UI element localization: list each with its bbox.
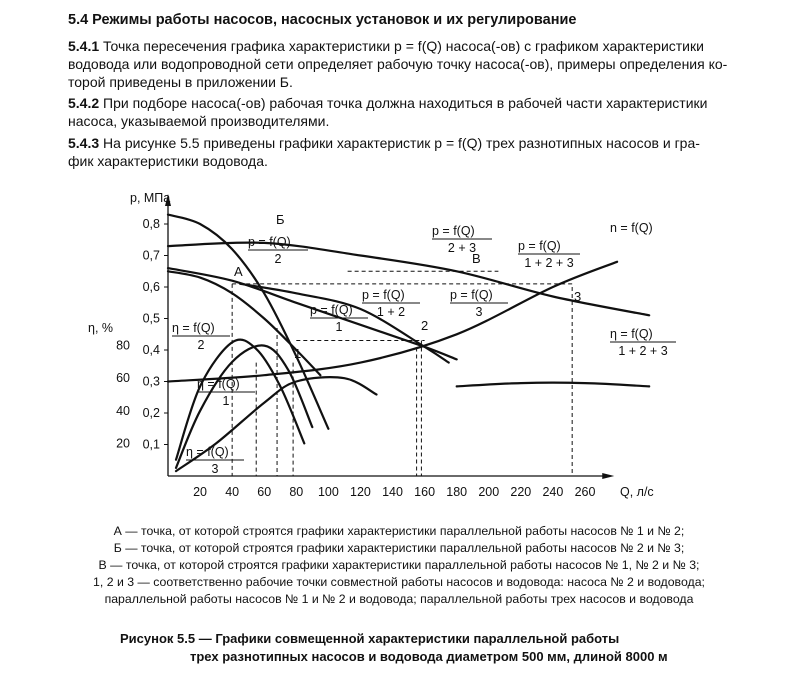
- label-eta-2-bottom: 2: [197, 338, 205, 352]
- paragraph-line: фик характеристики водовода.: [68, 153, 268, 169]
- label-eta-3-top: η = f(Q): [186, 445, 229, 459]
- eff-tick-label: 80: [116, 338, 130, 353]
- label-pq-2-3-top: p = f(Q): [432, 224, 475, 238]
- x-tick-label: 80: [289, 485, 304, 499]
- label-pq-1-top: p = f(Q): [310, 303, 353, 317]
- label-pq-1-bottom: 1: [335, 320, 343, 334]
- pump-characteristics-chart: [0, 180, 798, 500]
- p-tick-label: 0,8: [142, 217, 160, 231]
- p-tick-label: 0,1: [142, 437, 160, 452]
- eff-tick-label: 40: [116, 403, 130, 418]
- x-tick-label: 160: [414, 485, 436, 499]
- label-eta-1-2-3-bottom: 1 + 2 + 3: [618, 344, 668, 358]
- para-number: 5.4.3: [68, 135, 100, 151]
- para-text: При подборе насоса(-ов) рабочая точка должна находиться в рабочей части характеристики: [103, 95, 708, 111]
- label-point-3: 3: [574, 289, 582, 304]
- x-axis-arrow: [602, 473, 614, 479]
- label-eta-2-top: η = f(Q): [172, 321, 215, 335]
- para-text: На рисунке 5.5 приведены графики характеристик p = f(Q) трех разнотипных насосов и гра-: [103, 135, 700, 151]
- x-tick-label: 60: [257, 485, 272, 499]
- legend-line-points: 1, 2 и 3 — соответственно рабочие точки совместной работы насосов и водовода: насоса № 2 и водовода;: [93, 575, 705, 589]
- x-tick-label: 220: [510, 485, 532, 499]
- label-pq-2-3-bottom: 2 + 3: [447, 241, 477, 255]
- p-tick-label: 0,2: [142, 406, 160, 420]
- eff-axis-label: η, %: [88, 321, 114, 335]
- eff-tick-label: 20: [116, 436, 130, 451]
- p-tick-label: 0,7: [142, 248, 160, 263]
- paragraph-5-4-3: [68, 134, 700, 152]
- label-eta-1-2-3-top: η = f(Q): [610, 327, 653, 341]
- label-pq-1-2-3-bottom: 1 + 2 + 3: [524, 256, 574, 270]
- paragraph-line: водовода или водопроводной сети определяет рабочую точку насоса(-ов), примеры определения ко-: [68, 56, 728, 72]
- label-pq-1-2-bottom: 1 + 2: [376, 305, 406, 319]
- p-tick-label: 0,4: [142, 343, 160, 357]
- paragraph-line: торой приведены в приложении Б.: [68, 74, 293, 90]
- label-point-1: 1: [294, 346, 302, 361]
- section-heading: 5.4 Режимы работы насосов, насосных установок и их регулирование: [68, 12, 577, 28]
- x-tick-label: 120: [350, 485, 371, 499]
- x-tick-label: 140: [382, 485, 403, 499]
- paragraph-5-4-2: [68, 94, 707, 112]
- label-pq-2-top: p = f(Q): [248, 235, 291, 249]
- y-axis-label: p, МПа: [130, 191, 171, 205]
- curve-n-f-q-: [168, 262, 617, 382]
- legend-line-a: А — точка, от которой строятся графики характеристики параллельной работы насосов № 1 и № 2;: [113, 524, 685, 538]
- paragraph-5-4-1: [68, 37, 704, 55]
- legend-line-b: Б — точка, от которой строятся графики характеристики параллельной работы насосов № 2 и № 3;: [113, 541, 685, 555]
- x-tick-label: 20: [193, 485, 208, 499]
- label-pq-2-bottom: 2: [274, 252, 282, 266]
- label-eta-1-top: η = f(Q): [197, 377, 240, 391]
- label-n: n = f(Q): [610, 221, 653, 235]
- curve--f-q-2: [176, 340, 304, 460]
- x-axis-label: Q, л/с: [620, 485, 654, 499]
- x-tick-label: 240: [542, 485, 564, 499]
- x-tick-label: 200: [478, 485, 500, 499]
- para-text: Точка пересечения графика характеристики p = f(Q) насоса(-ов) с графиком характеристики: [103, 38, 704, 54]
- p-tick-label: 0,6: [142, 280, 160, 294]
- p-tick-label: 0,3: [142, 374, 160, 389]
- figure-caption-line-1: Рисунок 5.5 — Графики совмещенной характеристики параллельной работы: [120, 631, 620, 646]
- x-tick-label: 180: [446, 485, 468, 499]
- curve--f-q-1-2-3: [457, 383, 650, 387]
- legend-line-v: В — точка, от которой строятся графики характеристики параллельной работы насосов № 1, № 2 и № 3;: [98, 558, 700, 572]
- label-point-2: 2: [421, 318, 429, 333]
- label-pq-3-top: p = f(Q): [450, 288, 493, 302]
- eff-tick-label: 60: [116, 371, 130, 386]
- legend-line-points-cont: параллельной работы насосов № 1 и № 2 и водовода; параллельной работы трех насосов и водовода: [104, 592, 694, 606]
- curve-p-f-q-1-2: [240, 284, 449, 363]
- p-tick-label: 0,5: [142, 311, 160, 326]
- paragraph-line: насоса, указываемой производителями.: [68, 113, 330, 129]
- x-tick-label: 100: [317, 485, 339, 499]
- label-point-a: А: [234, 264, 243, 279]
- label-pq-1-2-top: p = f(Q): [362, 288, 405, 302]
- label-pq-3-bottom: 3: [475, 305, 483, 319]
- x-tick-label: 40: [225, 485, 240, 499]
- para-number: 5.4.1: [68, 38, 100, 54]
- label-pq-1-2-3-top: p = f(Q): [518, 239, 561, 253]
- label-eta-1-bottom: 1: [222, 394, 230, 408]
- para-number: 5.4.2: [68, 95, 100, 111]
- label-eta-3-bottom: 3: [211, 462, 219, 476]
- label-point-v: В: [472, 251, 481, 266]
- figure-caption-line-2: трех разнотипных насосов и водовода диаметром 500 мм, длиной 8000 м: [190, 649, 668, 664]
- x-tick-label: 260: [574, 485, 596, 499]
- label-point-b: Б: [276, 212, 285, 227]
